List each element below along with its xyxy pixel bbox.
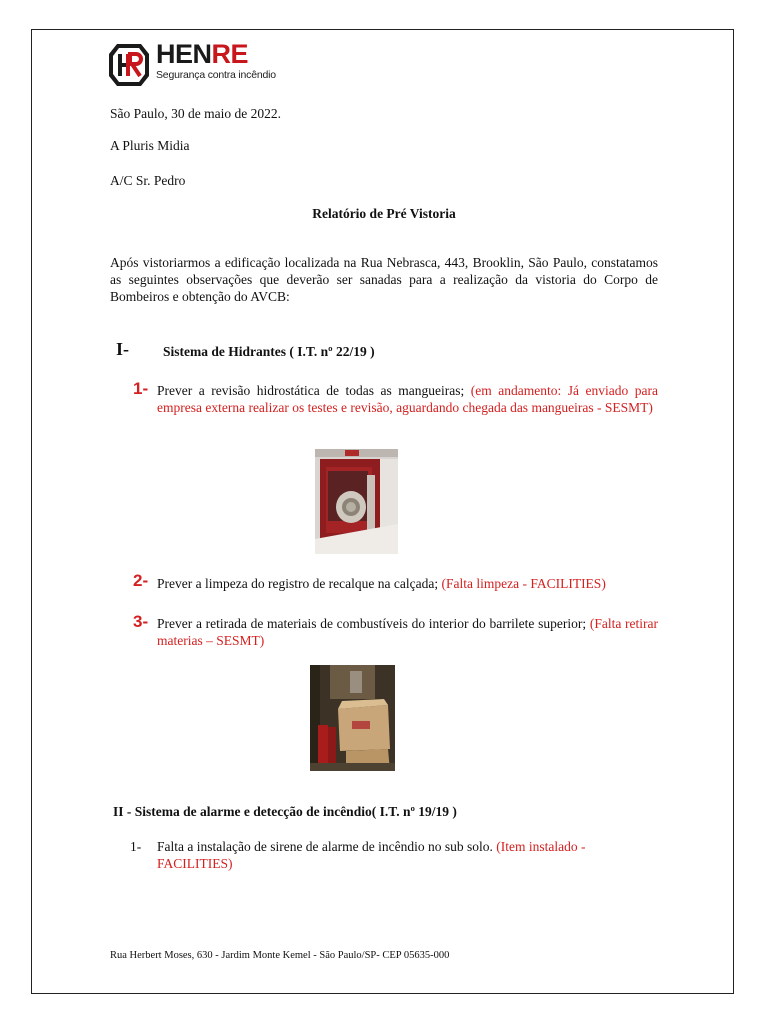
henre-logo bbox=[107, 39, 277, 88]
footer-address: Rua Herbert Moses, 630 - Jardim Monte Kemel - São Paulo/SP- CEP 05635-000 bbox=[110, 950, 450, 961]
item2-text: Prever a limpeza do registro de recalque na calçada; (Falta limpeza - FACILITIES) bbox=[157, 576, 606, 591]
date-line: São Paulo, 30 de maio de 2022. bbox=[110, 106, 281, 121]
item1-number: 1- bbox=[133, 379, 149, 398]
item3-status: (Falta retirar materias – SESMT) bbox=[157, 616, 658, 648]
attention-line: A/C Sr. Pedro bbox=[110, 173, 186, 188]
report-title: Relatório de Pré Vistoria bbox=[312, 206, 456, 221]
item2-status: (Falta limpeza - FACILITIES) bbox=[441, 576, 606, 591]
barrilete-boxes-photo bbox=[310, 665, 395, 771]
logo-tagline: Segurança contra incêndio bbox=[156, 69, 276, 81]
section2-item1-number: 1- bbox=[130, 839, 142, 854]
section2-item1-text: Falta a instalação de sirene de alarme de incêndio no sub solo. (Item instalado - FACILITIES) bbox=[157, 839, 586, 871]
henre-shield-icon bbox=[107, 42, 151, 88]
item3-number: 3- bbox=[133, 612, 149, 631]
intro-paragraph: Após vistoriarmos a edificação localizada na Rua Nebrasca, 443, Brooklin, São Paulo, constatamos as seguintes observações que deverão ser sanadas para a realização da vistoria do Corpo de Bombeiros e obtenção do AVCB: bbox=[110, 255, 658, 304]
logo-wordmark: HENRE bbox=[156, 39, 249, 69]
section1-title: Sistema de Hidrantes ( I.T. nº 22/19 ) bbox=[163, 344, 375, 359]
section2-title: II - Sistema de alarme e detecção de incêndio( I.T. nº 19/19 ) bbox=[113, 804, 457, 819]
item1-status: (em andamento: Já enviado para empresa externa realizar os testes e revisão, aguardando chegada das mangueiras - SESMT) bbox=[157, 383, 658, 415]
section2-item1-status: (Item instalado - FACILITIES) bbox=[157, 839, 586, 871]
recipient-line: A Pluris Midia bbox=[110, 138, 190, 153]
hydrant-cabinet-photo bbox=[315, 449, 398, 554]
item3-text: Prever a retirada de materiais de combustíveis do interior do barrilete superior; (Falta retirar materias – SESMT) bbox=[157, 616, 658, 648]
section1-roman: I- bbox=[116, 339, 129, 359]
item1-text: Prever a revisão hidrostática de todas as mangueiras; (em andamento: Já enviado para empresa externa realizar os testes e revisão, aguardando chegada das mangueiras - SESMT) bbox=[157, 383, 658, 415]
item2-number: 2- bbox=[133, 571, 149, 590]
